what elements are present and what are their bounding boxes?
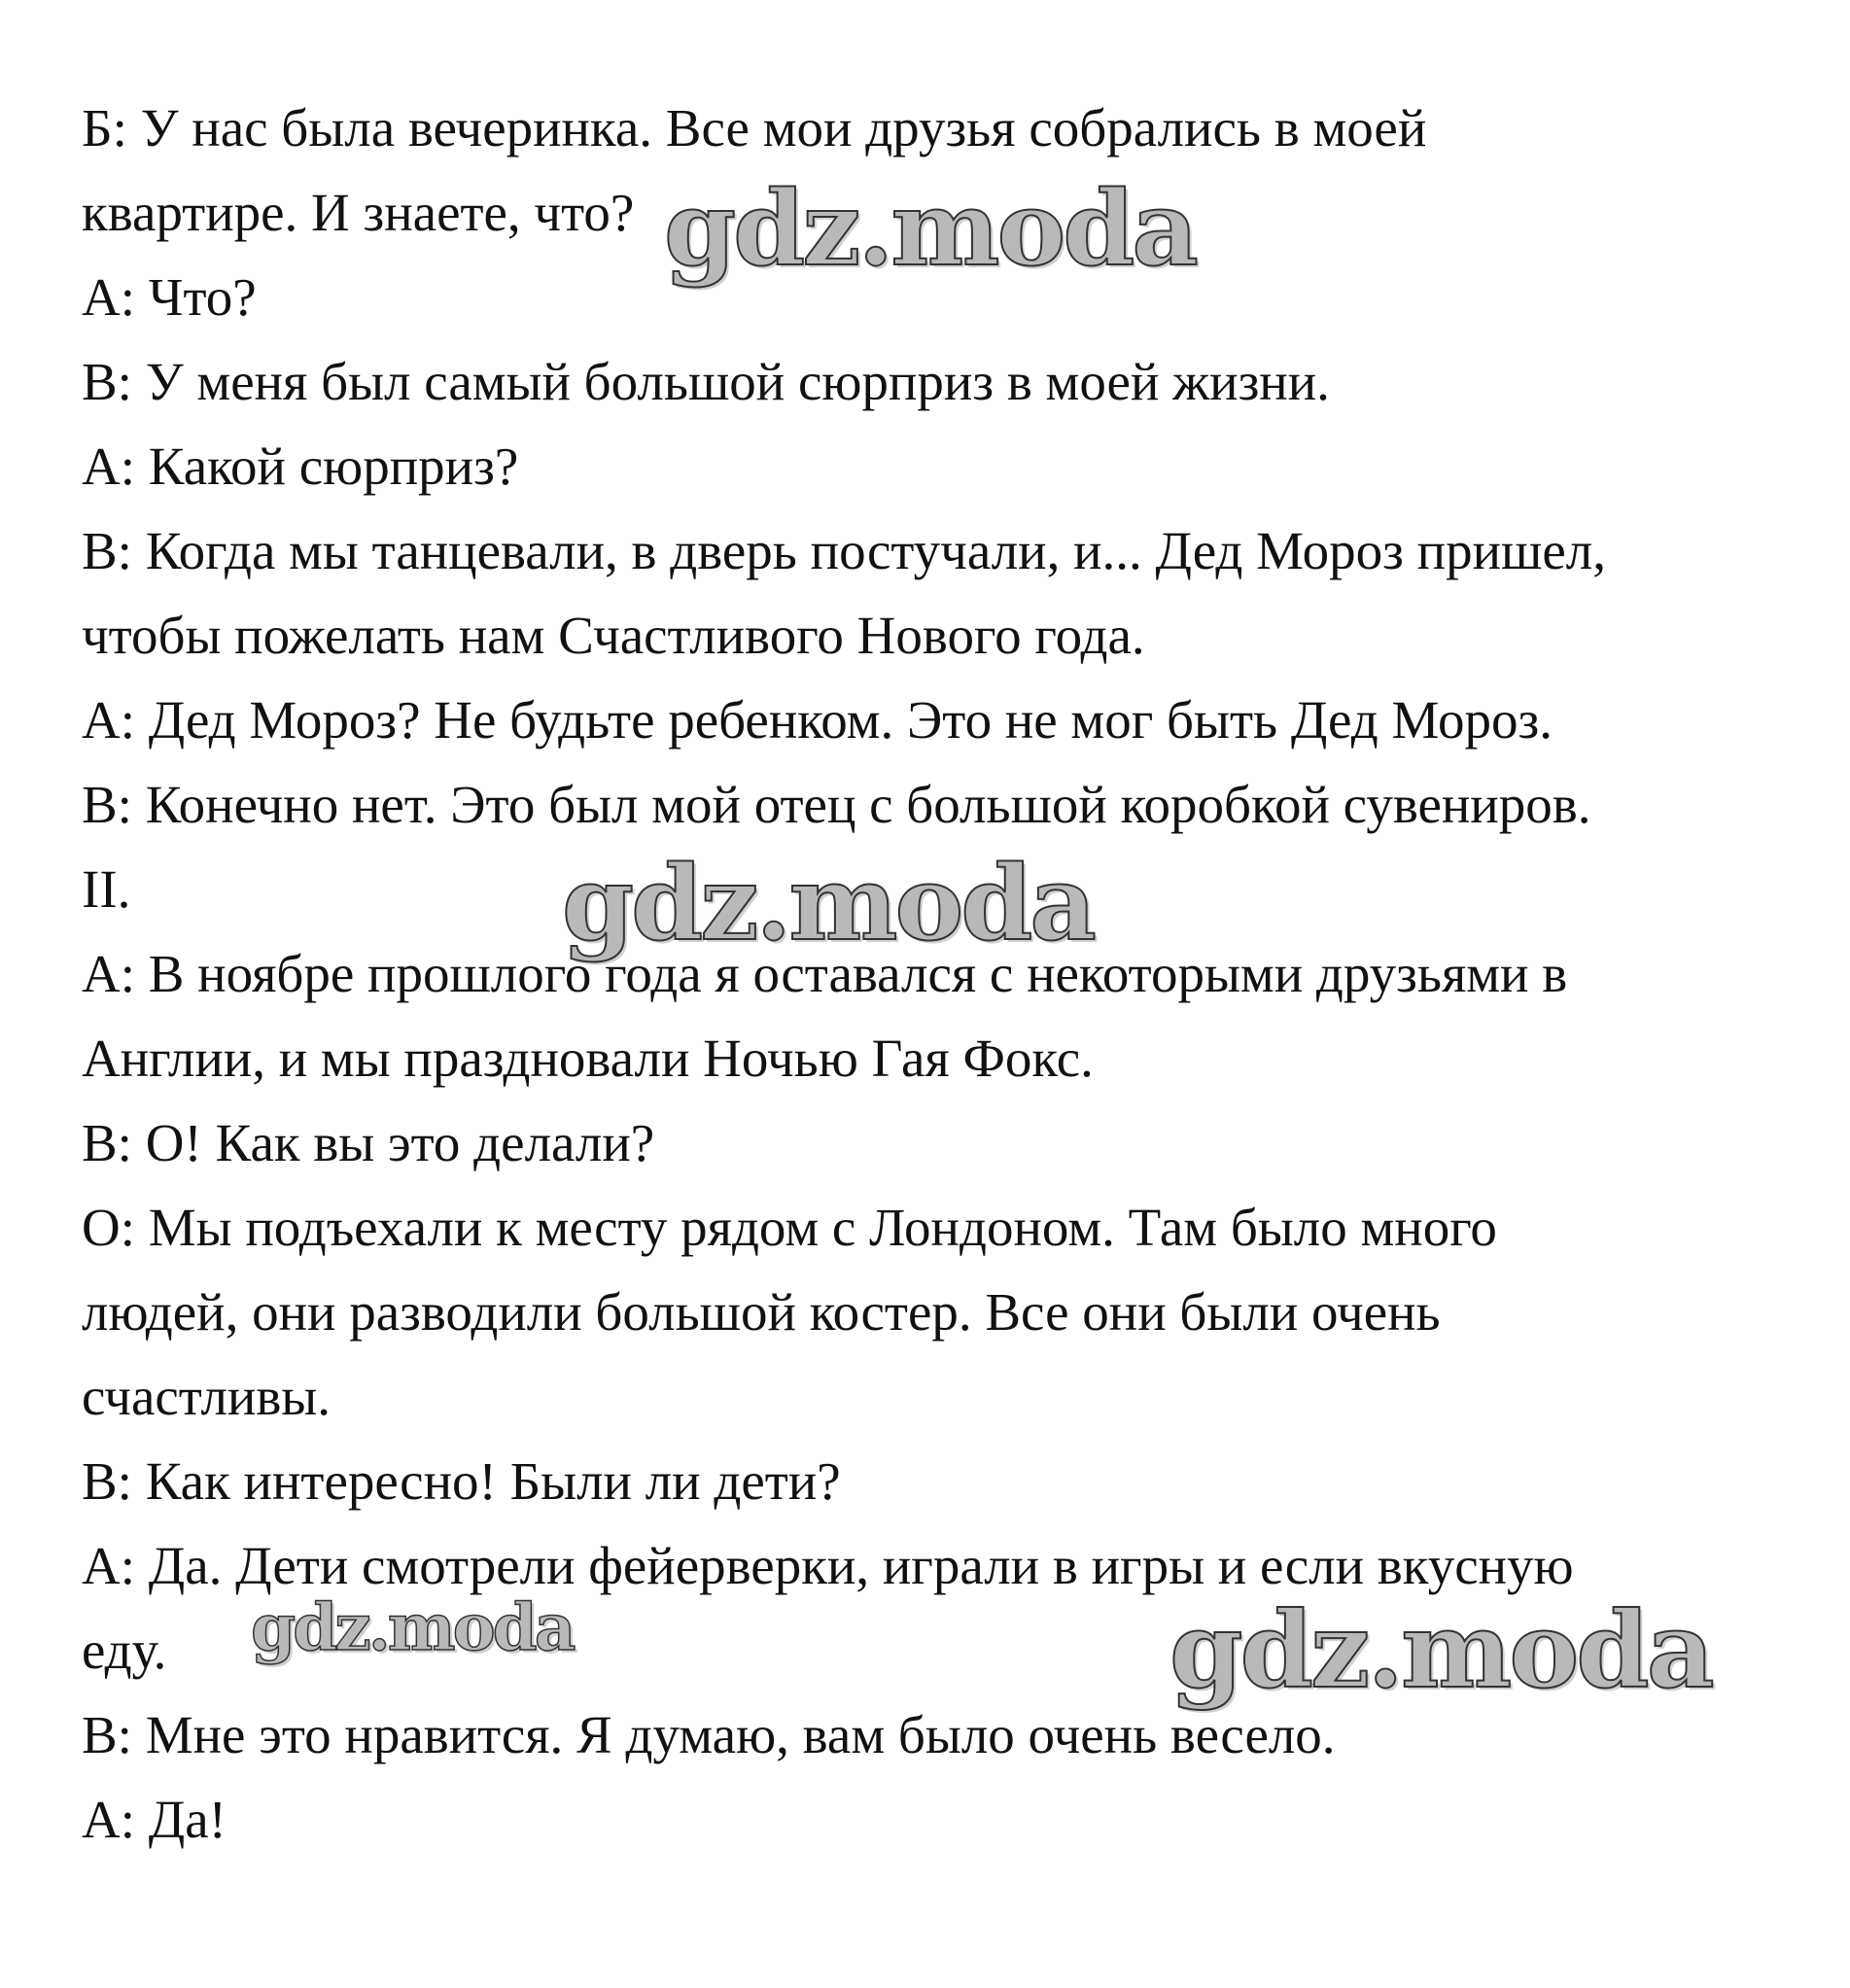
text-line: А: Да! bbox=[82, 1790, 227, 1849]
text-line: В: Когда мы танцевали, в дверь постучали, и... Дед Мороз пришел, bbox=[82, 521, 1606, 580]
text-line: квартире. И знаете, что? bbox=[82, 183, 635, 242]
text-line: счастливы. bbox=[82, 1367, 332, 1426]
text-line: А: Дед Мороз? Не будьте ребенком. Это не мог быть Дед Мороз. bbox=[82, 690, 1553, 750]
text-line: В: О! Как вы это делали? bbox=[82, 1113, 655, 1172]
text-line: В: Мне это нравится. Я думаю, вам было очень весело. bbox=[82, 1705, 1336, 1764]
text-line: А: В ноябре прошлого года я оставался с некоторыми друзьями в bbox=[82, 944, 1568, 1003]
text-line: А: Да. Дети смотрели фейерверки, играли в игры и если вкусную bbox=[82, 1536, 1574, 1595]
text-line: еду. bbox=[82, 1621, 167, 1680]
text-line: Б: У нас была вечеринка. Все мои друзья собрались в моей bbox=[82, 98, 1427, 157]
watermark-logo: gdz.moda bbox=[251, 1589, 574, 1665]
text-line: А: Какой сюрприз? bbox=[82, 436, 519, 496]
text-line: О: Мы подъехали к месту рядом с Лондоном. Там было много bbox=[82, 1198, 1497, 1257]
text-line: В: Конечно нет. Это был мой отец с большой коробкой сувениров. bbox=[82, 775, 1591, 834]
text-line: В: У меня был самый большой сюрприз в моей жизни. bbox=[82, 352, 1330, 411]
section-number: II. bbox=[82, 859, 131, 919]
text-line: людей, они разводили большой костер. Все они были очень bbox=[82, 1282, 1441, 1342]
text-line: Англии, и мы праздновали Ночью Гая Фокс. bbox=[82, 1029, 1094, 1088]
text-line: В: Как интересно! Были ли дети? bbox=[82, 1451, 841, 1511]
text-line: А: Что? bbox=[82, 267, 257, 327]
watermark-logo: gdz.moda bbox=[562, 842, 1094, 963]
text-line: чтобы пожелать нам Счастливого Нового года. bbox=[82, 606, 1145, 665]
watermark-logo: gdz.moda bbox=[1169, 1589, 1712, 1712]
watermark-logo: gdz.moda bbox=[664, 167, 1196, 289]
